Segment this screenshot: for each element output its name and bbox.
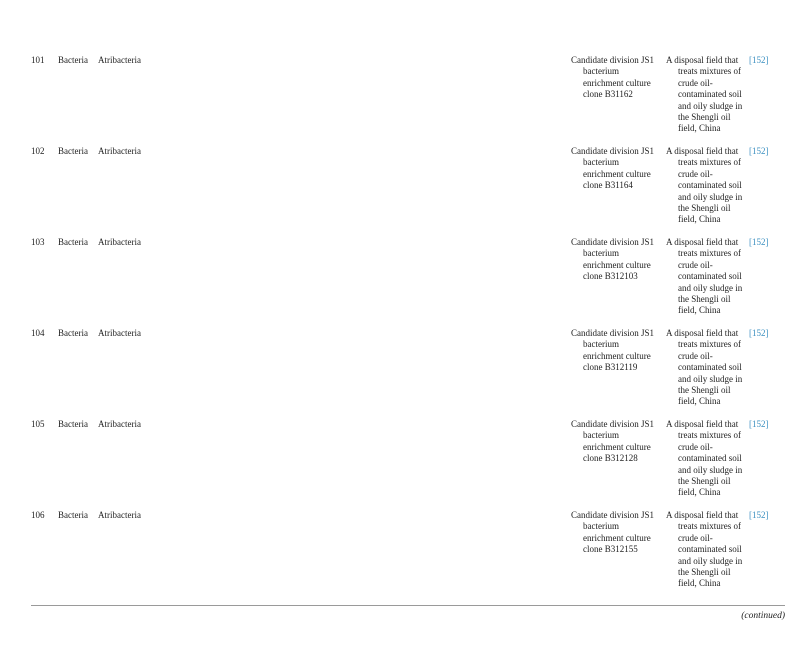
row-number: 103 [31,237,45,247]
row-domain: Bacteria [58,237,88,247]
row-reference-link[interactable]: [152] [749,146,769,156]
row-domain: Bacteria [58,55,88,65]
row-number: 104 [31,328,45,338]
row-domain: Bacteria [58,419,88,429]
row-organism: Candidate division JS1 bacterium enrichment culture clone B312103 [571,237,654,282]
row-source: A disposal field that treats mixtures of crude oil-contaminated soil and oily sludge in the Shengli oil field, China [666,55,743,134]
row-phylum: Atribacteria [98,419,141,429]
row-reference-link[interactable]: [152] [749,237,769,247]
row-source: A disposal field that treats mixtures of crude oil-contaminated soil and oily sludge in the Shengli oil field, China [666,237,743,316]
row-number: 106 [31,510,45,520]
row-organism: Candidate division JS1 bacterium enrichment culture clone B312155 [571,510,654,555]
table-row [0,328,800,419]
continued-note: (continued) [741,611,785,621]
row-reference-link[interactable]: [152] [749,510,769,520]
row-domain: Bacteria [58,328,88,338]
row-reference-link[interactable]: [152] [749,55,769,65]
row-reference-link[interactable]: [152] [749,419,769,429]
row-source: A disposal field that treats mixtures of crude oil-contaminated soil and oily sludge in the Shengli oil field, China [666,146,743,225]
row-source: A disposal field that treats mixtures of crude oil-contaminated soil and oily sludge in the Shengli oil field, China [666,419,743,498]
row-phylum: Atribacteria [98,237,141,247]
row-organism: Candidate division JS1 bacterium enrichment culture clone B312119 [571,328,654,373]
row-number: 105 [31,419,45,429]
row-phylum: Atribacteria [98,55,141,65]
row-number: 102 [31,146,45,156]
table-row [0,55,800,146]
row-phylum: Atribacteria [98,146,141,156]
table-row [0,146,800,237]
row-source: A disposal field that treats mixtures of crude oil-contaminated soil and oily sludge in the Shengli oil field, China [666,328,743,407]
row-source: A disposal field that treats mixtures of crude oil-contaminated soil and oily sludge in the Shengli oil field, China [666,510,743,589]
row-organism: Candidate division JS1 bacterium enrichment culture clone B312128 [571,419,654,464]
row-organism: Candidate division JS1 bacterium enrichment culture clone B31162 [571,55,654,100]
row-phylum: Atribacteria [98,510,141,520]
row-domain: Bacteria [58,146,88,156]
row-organism: Candidate division JS1 bacterium enrichment culture clone B31164 [571,146,654,191]
table-row [0,237,800,328]
table-row [0,419,800,510]
table-bottom-rule [31,605,785,606]
row-phylum: Atribacteria [98,328,141,338]
row-number: 101 [31,55,45,65]
table-row [0,510,800,601]
row-domain: Bacteria [58,510,88,520]
row-reference-link[interactable]: [152] [749,328,769,338]
